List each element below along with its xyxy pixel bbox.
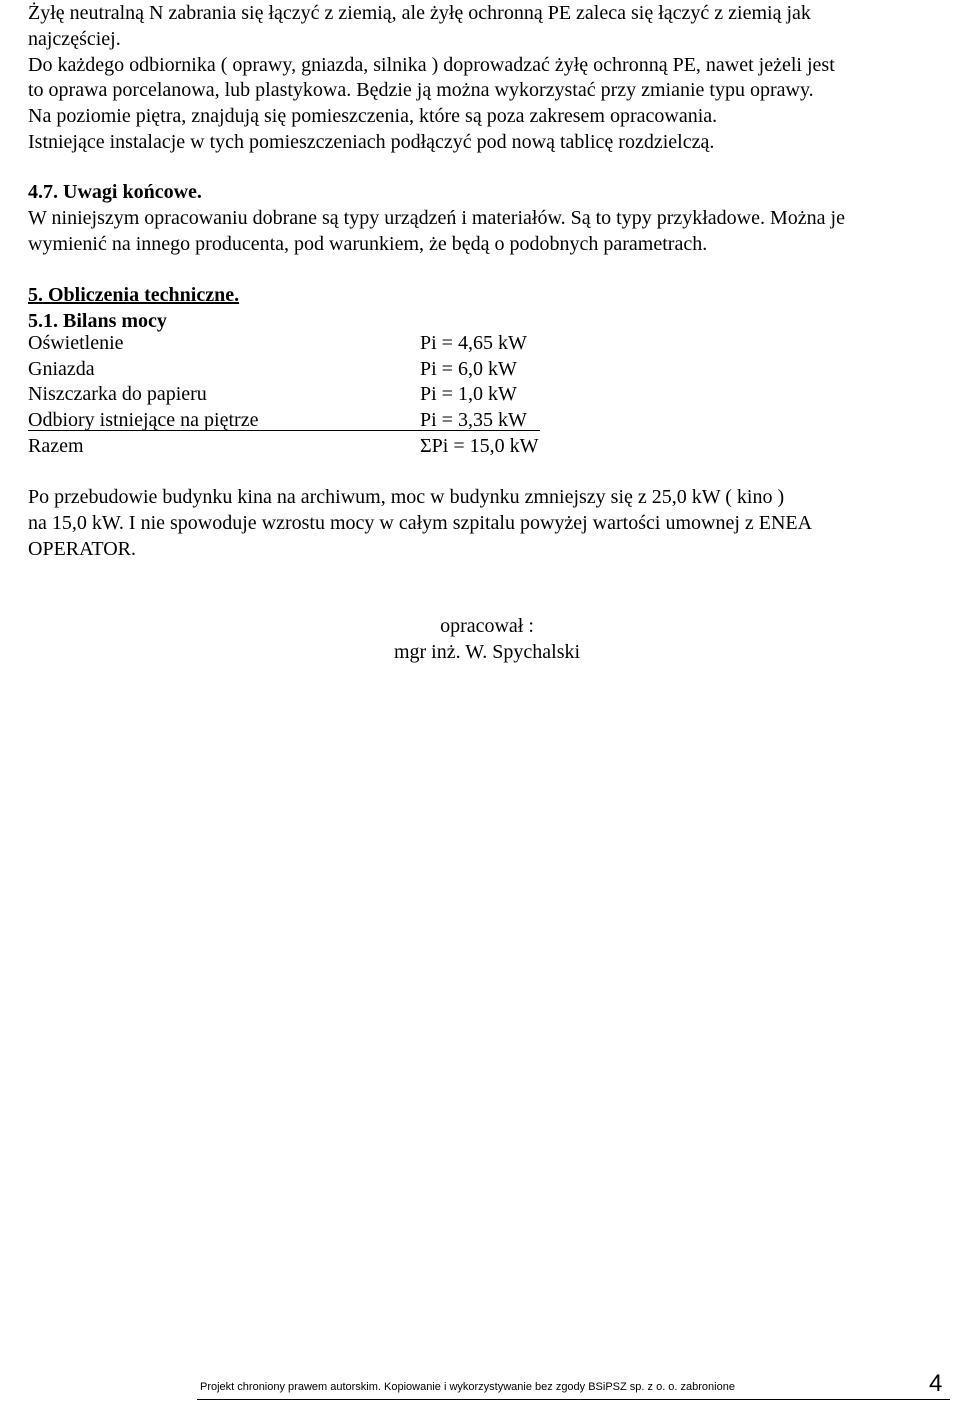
text-line: Do każdego odbiornika ( oprawy, gniazda, silnika ) doprowadzać żyłę ochronną PE, nawet jeżeli jest: [28, 53, 835, 76]
summary-paragraph: [28, 485, 948, 562]
text-line: najczęściej.: [28, 27, 121, 50]
table-row-label: Gniazda: [28, 358, 95, 380]
intro-paragraph: [28, 1, 948, 156]
table-total-label: Razem: [28, 435, 84, 457]
table-row-value: Pi = 1,0 kW: [420, 383, 517, 405]
text-line: wymienić na innego producenta, pod warunkiem, że będą o podobnych parametrach.: [28, 232, 708, 255]
table-row-value: Pi = 4,65 kW: [420, 332, 527, 354]
section-heading: 5. Obliczenia techniczne.: [28, 284, 240, 306]
section-closing-remarks: [28, 180, 948, 257]
text-line: Żyłę neutralną N zabrania się łączyć z ziemią, ale żyłę ochronną PE zaleca się łączyć z ziemią jak: [28, 2, 811, 24]
text-line: to oprawa porcelanowa, lub plastykowa. Będzie ją można wykorzystać przy zmianie typu oprawy.: [28, 79, 814, 102]
text-line: OPERATOR.: [28, 537, 136, 560]
table-row-label: Oświetlenie: [28, 332, 124, 354]
section-technical-calculations: [28, 283, 948, 335]
text-line: Na poziomie piętra, znajdują się pomieszczenia, które są poza zakresem opracowania.: [28, 105, 718, 128]
text-line: Istniejące instalacje w tych pomieszczeniach podłączyć pod nową tablicę rozdzielczą.: [28, 130, 715, 153]
prepared-by-label: opracował :: [440, 615, 534, 637]
table-total-value: ΣPi = 15,0 kW: [420, 435, 539, 457]
author-name: mgr inż. W. Spychalski: [393, 641, 581, 663]
copyright-footer: Projekt chroniony prawem autorskim. Kopiowanie i wykorzystywanie bez zgody BSiPSZ sp. z o. o. zabronione: [200, 1381, 735, 1393]
section-heading: 4.7. Uwagi końcowe.: [28, 181, 202, 203]
sum-divider-line: [28, 430, 540, 431]
subsection-heading: 5.1. Bilans mocy: [28, 309, 167, 332]
table-row-value: Pi = 6,0 kW: [420, 358, 517, 380]
table-row-label: Niszczarka do papieru: [28, 383, 207, 405]
text-line: W niniejszym opracowaniu dobrane są typy urządzeń i materiałów. Są to typy przykładowe. Można je: [28, 206, 845, 229]
footer-divider: [197, 1399, 950, 1400]
page-number: 4: [929, 1370, 943, 1397]
table-row-value: Pi = 3,35 kW: [420, 409, 527, 431]
text-line: Po przebudowie budynku kina na archiwum, moc w budynku zmniejszy się z 25,0 kW ( kino ): [28, 486, 785, 508]
table-row-label: Odbiory istniejące na piętrze: [28, 409, 259, 431]
text-line: na 15,0 kW. I nie spowoduje wzrostu mocy w całym szpitalu powyżej wartości umownej z ENEA: [28, 511, 813, 534]
